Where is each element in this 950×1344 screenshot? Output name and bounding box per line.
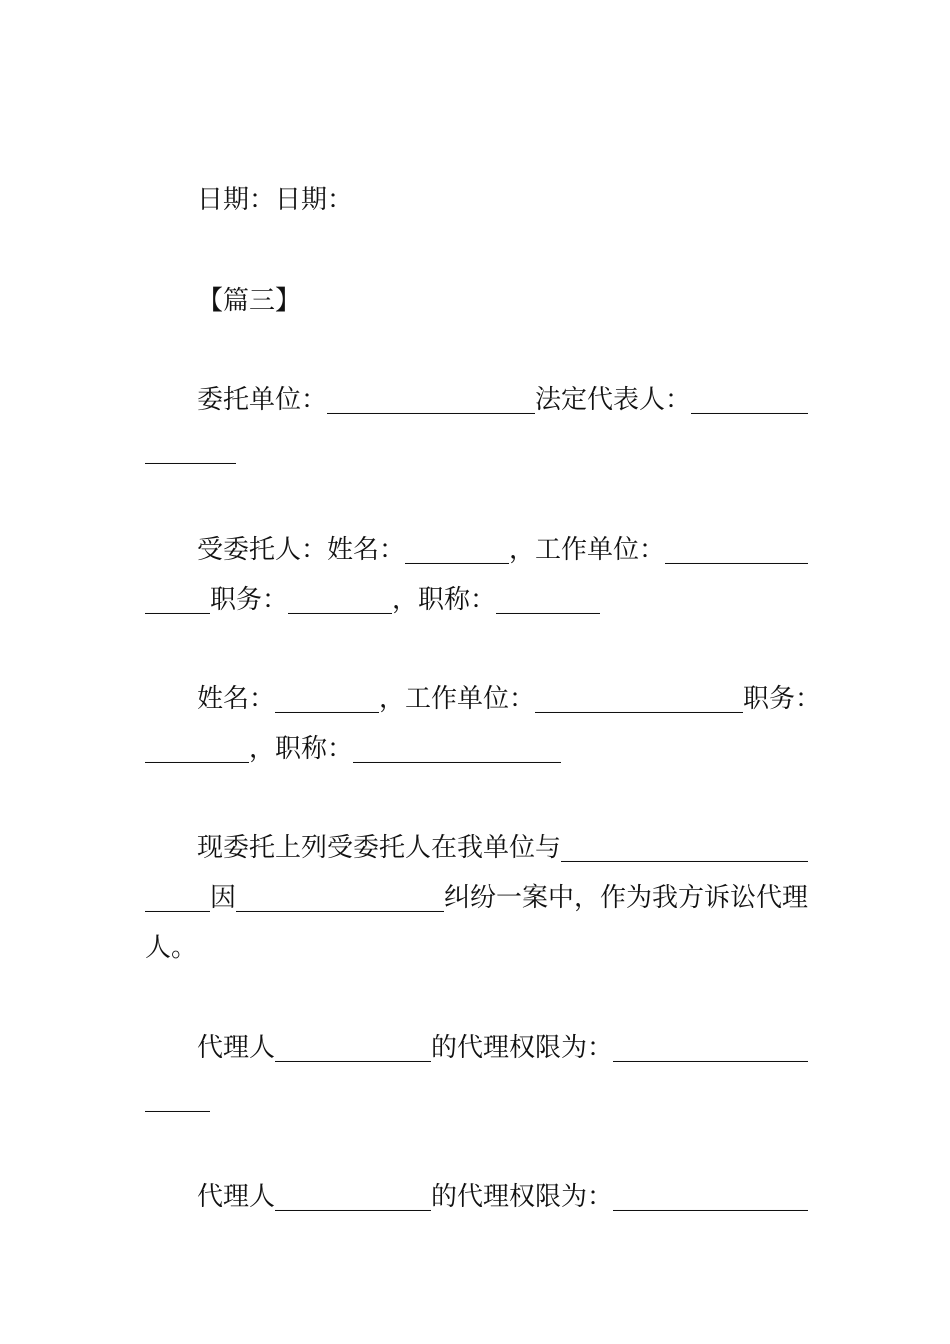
paragraph-line: _____因________________纠纷一案中，作为我方诉讼代理	[145, 883, 809, 913]
paragraph-line: 委托单位：________________法定代表人：_________	[197, 385, 809, 415]
paragraph-line: _____职务：________，职称：________	[145, 585, 601, 615]
paragraph-line: 受委托人：姓名：________，工作单位：___________	[197, 535, 809, 565]
paragraph-line: 代理人____________的代理权限为：_______________	[197, 1033, 809, 1063]
paragraph-line: _______	[145, 435, 236, 465]
paragraph-line: 现委托上列受委托人在我单位与___________________	[197, 833, 809, 863]
date-line: 日期：日期：	[197, 185, 354, 215]
paragraph-line: ________，职称：________________	[145, 734, 562, 764]
paragraph-line: 姓名：________，工作单位：________________职务：	[197, 684, 822, 714]
paragraph-line: 人。	[145, 933, 198, 963]
paragraph-line: 代理人____________的代理权限为：_______________	[197, 1182, 809, 1212]
paragraph-line: _____	[145, 1083, 210, 1113]
section-heading: 【篇三】	[197, 286, 302, 316]
